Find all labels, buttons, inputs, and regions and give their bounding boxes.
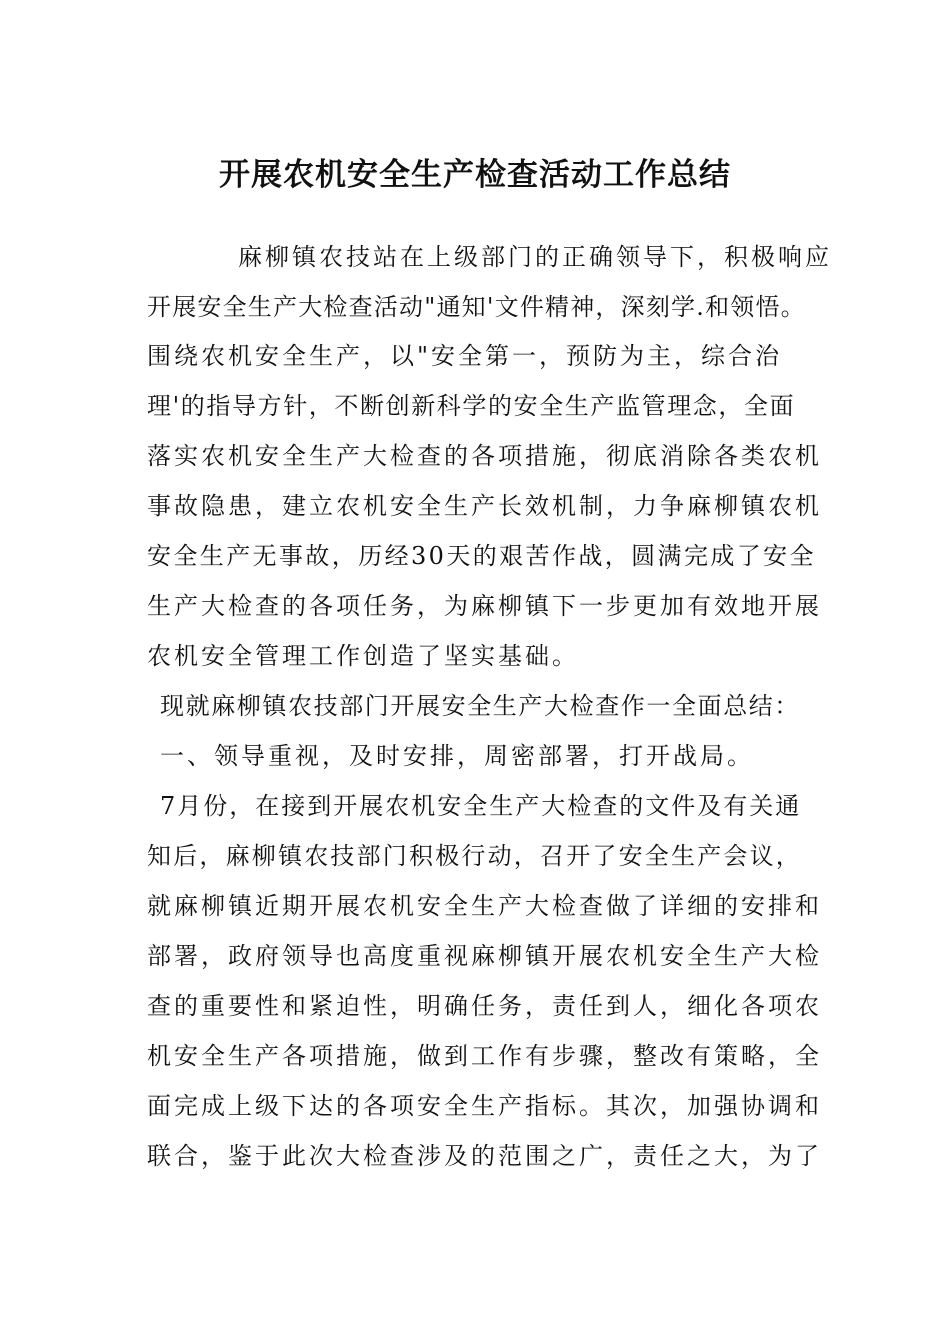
- paragraph-line: 开展安全生产大检查活动"通知'文件精神，深刻学.和领悟。: [147, 293, 806, 321]
- paragraph-line: 麻柳镇农技站在上级部门的正确领导下，积极响应: [238, 243, 832, 271]
- paragraph-line: 事故隐患，建立农机安全生产长效机制，力争麻柳镇农机: [147, 492, 822, 520]
- paragraph-line: 就麻柳镇近期开展农机安全生产大检查做了详细的安排和: [147, 892, 822, 920]
- paragraph-line: 现就麻柳镇农技部门开展安全生产大检查作一全面总结：: [160, 692, 800, 720]
- paragraph-line: 查的重要性和紧迫性，明确任务，责任到人，细化各项农: [147, 992, 822, 1020]
- section-heading: 一、领导重视，及时安排，周密部署，打开战局。: [160, 742, 754, 770]
- paragraph-line: 联合，鉴于此次大检查涉及的范围之广，责任之大，为了: [147, 1142, 822, 1170]
- paragraph-line: 机安全生产各项措施，做到工作有步骤，整改有策略，全: [147, 1042, 822, 1070]
- document-title: 开展农机安全生产检查活动工作总结: [219, 156, 731, 193]
- paragraph-line: 落实农机安全生产大检查的各项措施，彻底消除各类农机: [147, 442, 822, 470]
- paragraph-line: 理'的指导方针，不断创新科学的安全生产监管理念，全面: [147, 392, 796, 420]
- paragraph-line: 围绕农机安全生产，以"安全第一，预防为主，综合治: [147, 342, 783, 370]
- paragraph-line: 面完成上级下达的各项安全生产指标。其次，加强协调和: [147, 1092, 822, 1120]
- paragraph-line: 7月份，在接到开展农机安全生产大检查的文件及有关通: [160, 792, 802, 820]
- paragraph-line: 部署，政府领导也高度重视麻柳镇开展农机安全生产大检: [147, 942, 822, 970]
- paragraph-line: 农机安全管理工作创造了坚实基础。: [147, 642, 579, 670]
- paragraph-line: 生产大检查的各项任务，为麻柳镇下一步更加有效地开展: [147, 592, 822, 620]
- paragraph-line: 安全生产无事故，历经30天的艰苦作战，圆满完成了安全: [147, 542, 816, 570]
- paragraph-line: 知后，麻柳镇农技部门积极行动，召开了安全生产会议，: [147, 842, 802, 870]
